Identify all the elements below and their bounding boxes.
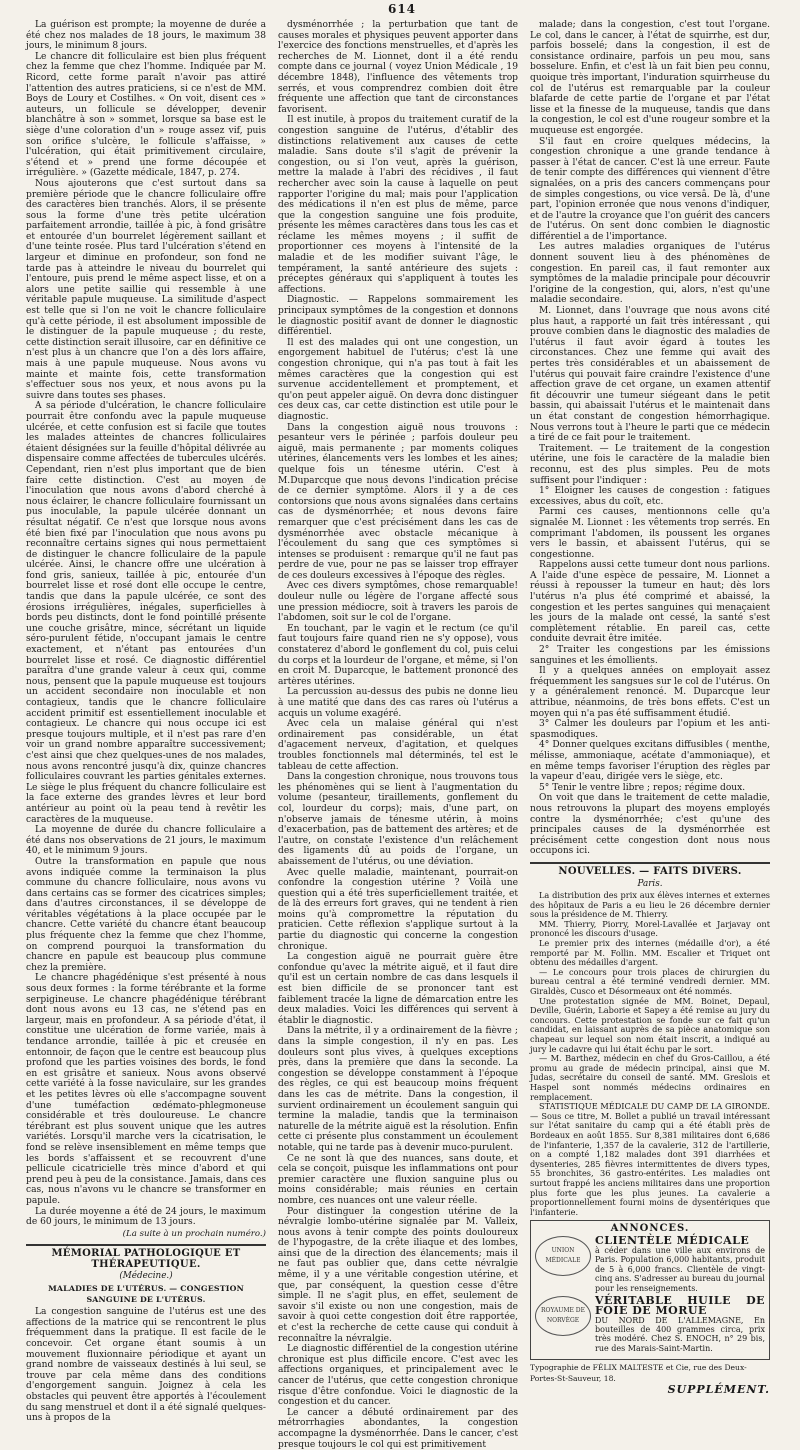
page-number: 614 — [387, 2, 417, 16]
paragraph: 4° Donner quelques excitans diffusibles ( menthe, mélisse, ammoniaque, acétate d'ammoniaque), et en même temps favoriser l'éruption des règles par la vapeur d'eau, dirigée vers le siège, etc. — [530, 740, 770, 783]
paragraph: 3° Calmer les douleurs par l'opium et les anti-spasmodiques. — [530, 719, 770, 740]
column-2 — [278, 20, 518, 1450]
paragraph: La moyenne de durée du chancre folliculaire a été dans nos observations de 21 jours, le maximum 40, et le minimum 9 jours. — [26, 825, 266, 857]
paragraph: Dans la métrite, il y a ordinairement de la fièvre ; dans la simple congestion, il n'y en pas. Les douleurs sont plus vives, à quelques exceptions près, dans la première que dans la seconde. La congestion se développe constamment à l'époque des règles, ce qui est beaucoup moins fréquent dans les cas de métrite. Dans la congestion, il survient ordinairement un écoulement sanguin qui termine la maladie, tandis que la terminaison naturelle de la métrite aiguë est la résolution. Enfin cette ci présente plus constamment un écoulement notable, qui ne tarde pas à devenir muco-purulent. — [278, 1026, 518, 1153]
news-paragraph: Une protestation signée de MM. Boinet, Depaul, Deville, Guérin, Laborie et Sapey a été remise au jury du concours. Cette protestation se fonde sur ce fait qu'un candidat, en laissant auprès de sa pièce anatomique son chapeau sur lequel son nom était inscrit, a indiqué au jury le cadavre qui lui était échu par le sort. — [530, 995, 770, 1054]
paragraph: malade; dans la congestion, c'est tout l'organe. Le col, dans le cancer, à l'état de squirrhe, est dur, parfois bosselé; dans la congestion, il est de consistance ordinaire, parfois un peu mou, sans bosselure. Enfin, et c'est là un fait bien peu connu, quoique très important, l'induration squirrheuse du col de l'utérus est remarquable par la couleur blafarde de cette partie de l'organe et par l'état lisse et la finesse de la muqueuse, tandis que dans la congestion, le col est d'une rougeur sombre et la muqueuse est engorgée. — [530, 20, 770, 136]
paragraph: Dans la congestion chronique, nous trouvons tous les phénomènes qui se lient à l'augmentation du volume (pesanteur, tiraillements, gonflement du col, lourdeur du corps); mais, d'une part, on n'observe jamais de ténesme utérin, à moins d'exacerbation, pas de battement des artères; et de l'autre, on constate l'existence d'un relâchement des ligaments dû au poids de l'organe, un abaissement de l'utérus, ou une déviation. — [278, 772, 518, 867]
paragraph: dysménorrhée ; la perturbation que tant de causes morales et physiques peuvent apporter dans l'exercice des fonctions menstruelles, et d'après les recherches de M. Lionnet, dont il a été rendu compte dans ce journal ( voyez Union Médicale , 19 décembre 1848), l'influence des vêtements trop serrés, et vous comprendrez combien doit être fréquente une affection que tant de circonstances favorisent. — [278, 20, 518, 115]
paragraph: Avec ces divers symptômes, chose remarquable! douleur nulle ou légère de l'organe affecté sous une pression médiocre, soit à travers les parois de l'abdomen, soit sur le col de l'organe. — [278, 581, 518, 624]
news-paragraph: MM. Thierry, Piorry, Morel-Lavallée et Jarjavay ont prononcé les discours d'usage. — [530, 918, 770, 939]
paragraph: Ce ne sont là que des nuances, sans doute, et cela se conçoit, puisque les inflammations ont pour premier caractère une fluxion sanguine plus ou moins considérable; mais réunies en certain nombre, ces nuances ont une valeur réelle. — [278, 1153, 518, 1206]
news-paragraph: STATISTIQUE MÉDICALE DU CAMP DE LA GIRONDE.— Sous ce titre, M. Bollet a publié un travail intéressant sur l'état sanitaire du camp qui a été établi près de Bordeaux en août 1855. Sur 8,381 militaires dont 6,686 de l'infanterie, 1,357 de la cavalerie, 312 de l'artillerie, on a compté 1,182 malades dont 391 diarrhées et dysenteries, 285 fièvres intermittentes de divers types, 55 bronchites, 36 gastro-entérites. Les maladies ont surtout frappé les anciens militaires dans une proportion plus forte que les plus jeunes. La cavalerie a proportionnellement fourni moins de dysentériques que l'infanterie. — [530, 1101, 770, 1217]
paragraph: S'il faut en croire quelques médecins, la congestion chronique a une grande tendance à passer à l'état de cancer. C'est là une erreur. Faute de tenir compte des différences qui viennent d'être signalées, on a pris des cancers commençans pour de simples congestions, ou vice versâ. De là, d'une part, l'opinion erronée que nous venons d'indiquer, et de l'autre la croyance que l'on guérit des cancers de l'utérus. On sent donc combien le diagnostic différentiel a de l'importance. — [530, 136, 770, 242]
paragraph: On voit que dans le traitement de cette maladie, nous retrouvons la plupart des moyens employés contre la dysménorrhée; c'est qu'une des principales causes de la dysménorrhée est précisément cette congestion dont nous nous occupons ici. — [530, 793, 770, 857]
ad-clientele — [535, 1236, 765, 1293]
paragraph: En touchant, par le vagin et le rectum (ce qu'il faut toujours faire quand rien ne s'y oppose), vous constaterez d'abord le gonflement du col, puis celui du corps et la lourdeur de l'organe, et même, si l'on en croit M. Duparcque, le battement prononcé des artères utérines. — [278, 623, 518, 687]
paragraph: La percussion au-dessus des pubis ne donne lieu à une matité que dans des cas rares où l'utérus a acquis un volume exagéré. — [278, 687, 518, 719]
continued-note: (La suite à un prochain numéro.) — [122, 1228, 266, 1239]
paragraph: 5° Tenir le ventre libre ; repos; régime doux. — [539, 782, 746, 793]
newspaper-page — [26, 0, 778, 1450]
paragraph: Il est des malades qui ont une congestion, un engorgement habituel de l'utérus; c'est là une congestion chronique, qui n'a pas tout à fait les mêmes caractères que la congestion qui est survenue accidentellement et promptement, et qu'on peut appeler aiguë. On devra donc distinguer ces deux cas, car cette distinction est utile pour le diagnostic. — [278, 337, 518, 422]
paragraph: Les autres maladies organiques de l'utérus donnent souvent lieu à des phénomènes de congestion. En pareil cas, il faut remonter aux symptômes de la maladie principale pour découvrir l'origine de la congestion, qui, alors, n'est qu'une maladie secondaire. — [530, 242, 770, 306]
paragraph: La congestion sanguine de l'utérus est une des affections de la matrice qui se rencontrent le plus fréquemment dans la pratique. Il est facile de le concevoir. Cet organe étant soumis à un mouvement fluxionnaire périodique et ayant un grand nombre de vaisseaux destinés à lui seul, se trouve par cela même dans des conditions d'engorgement sanguin. Joignez à cela les obstacles qui peuvent être apportés à l'écoulement du sang menstruel et dont il a été signalé quelques-uns à propos de la — [26, 1307, 266, 1424]
printer-line: Typographie de FÉLIX MALTESTE et Cie, rue des Deux-Portes-St-Sauveur, 18. — [530, 1363, 747, 1383]
paragraph: Traitement. — Le traitement de la congestion utérine, une fois le caractère de la maladie bien reconnu, est des plus simples. Peu de mots suffisent pour l'indiquer : — [530, 443, 770, 486]
paragraph: La guérison est prompte; la moyenne de durée a été chez nos malades de 18 jours, le maximum 38 jours, le minimum 8 jours. — [26, 20, 266, 52]
paragraph: Rappelons aussi cette tumeur dont nous parlions. A l'aide d'une espèce de pessaire, M. Lionnet a réussi à repousser la tumeur en haut; dès lors l'utérus n'a plus été comprimé et abaissé, la congestion et les pertes sanguines qui menaçaient les jours de la malade ont cessé, la santé s'est complètement rétablie. En pareil cas, cette conduite devrait être imitée. — [530, 560, 770, 645]
section-title: MÉMORIAL PATHOLOGIQUE ET THÉRAPEUTIQUE. — [51, 1248, 241, 1270]
news-title: NOUVELLES. — FAITS DIVERS. — [558, 865, 742, 877]
section-divider — [26, 1244, 266, 1246]
ads-box — [530, 1220, 770, 1360]
ad-huile-text: DU NORD DE L'ALLEMAGNE, En bouteilles de 400 grammes circa, prix très modéré. Chez S. ENOCH, n° 29 bis, rue des Marais-Saint-Martin. — [595, 1315, 765, 1353]
ad-huile — [535, 1293, 765, 1353]
article-subhead: MALADIES DE L'UTÉRUS. — CONGESTION SANGUINE DE L'UTÉRUS. — [48, 1284, 244, 1304]
paragraph: 1° Eloigner les causes de congestion : fatigues excessives, abus du coït, etc. — [530, 486, 770, 507]
paragraph: Parmi ces causes, mentionnons celle qu'a signalée M. Lionnet : les vêtements trop serrés. En comprimant l'abdomen, ils poussent les organes vers le bassin, et abaissent l'utérus, qui se congestionne. — [530, 507, 770, 560]
paragraph: Il est inutile, à propos du traitement curatif de la congestion sanguine de l'utérus, d'établir des distinctions relativement aux causes de cette maladie. Sans doute s'il s'agit de prévenir la congestion, ou si l'on veut, après la guérison, mettre la malade à l'abri des récidives , il faut rechercher avec soin la cause à laquelle on peut rapporter l'origine du mal; mais pour l'application des médications il n'en est plus de même, parce que la congestion sanguine une fois produite, présente les mêmes caractères dans tous les cas et réclame les mêmes moyens ; il suffit de proportionner ces moyens à l'intensité de la maladie et de les modifier suivant l'âge, le tempérament, la santé antérieure des sujets : préceptes généraux qui s'appliquent à toutes les affections. — [278, 115, 518, 295]
section-subtitle: (Médecine.) — [119, 1271, 173, 1282]
paragraph: Le chancre phagédénique s'est présenté à nous sous deux formes : la forme térébrante et la forme serpigineuse. Le chancre phagédénique térébrant dont nous avons eu 13 cas, ne s'étend pas en largeur, mais en profondeur. A sa période d'état, il constitue une ulcération de forme variée, mais à tendance arrondie, taillée à pic et creusée en entonnoir, de façon que le centre est beaucoup plus profond que les parties voisines des bords, le fond en est grisâtre et sanieux. Nous avons observé cette variété à la fosse naviculaire, sur les grandes et les petites lèvres où elle s'accompagne souvent d'une tuméfaction œdémato-phlegmoneuse considérable et très douloureuse. Le chancre térébrant est plus souvent unique que les autres variétés. Lorsqu'il marche vers la cicatrisation, le fond se relève insensiblement en même temps que les bords s'affaissent et se recouvrent d'une pellicule cicatricielle très mince d'abord et qui prend peu à peu de la consistance. Jamais, dans ces cas, nous n'avons vu le chancre se transformer en papule. — [26, 973, 266, 1206]
paragraph: Pour distinguer la congestion utérine de la névralgie lombo-utérine signalée par M. Valleix, nous avons à tenir compte des points douloureux de l'hypogastre, de la crête iliaque et des lombes, ainsi que de la direction des élancements; mais il ne faut pas oublier que, dans cette névralgie même, il y a une véritable congestion utérine, et que, par conséquent, la question cesse d'être simple. Il ne s'agit plus, en effet, seulement de savoir s'il existe ou non une congestion, mais de savoir à quoi cette congestion doit être rapportée, et c'est la recherche de cette cause qui conduit à reconnaître la névralgie. — [278, 1206, 518, 1344]
paragraph: Avec cela un malaise général qui n'est ordinairement pas considérable, un état d'agacement nerveux, d'agitation, et quelques troubles fonctionnels mal déterminés, tel est le tableau de cette affection. — [278, 719, 518, 772]
supplement-label: SUPPLÉMENT. — [667, 1383, 770, 1397]
stamp-icon: ROYAUME DE NORVÈGE — [535, 1296, 591, 1336]
news-divider — [530, 862, 770, 864]
paragraph: La congestion aiguë ne pourrait guère être confondue qu'avec la métrite aiguë, et il faut dire qu'il est un certain nombre de cas dans lesquels il est bien difficile de se prononcer tant est faiblement tracée la ligne de démarcation entre les deux maladies. Voici les différences qui servent à établir le diagnostic. — [278, 952, 518, 1026]
paragraph: Nous ajouterons que c'est surtout dans sa première période que le chancre folliculaire offre des caractères bien tranchés. Alors, il se présente sous la forme d'une très petite ulcération parfaitement arrondie, taillée à pic, à fond grisâtre et entourée d'un bourrelet légèrement saillant et d'une teinte rosée. Plus tard l'ulcération s'étend en largeur et diminue en profondeur, son fond ne tarde pas à atteindre le niveau du bourrelet qui l'entoure, puis prend le même aspect lisse, et on a alors une petite saillie qui ressemble à une véritable papule muqueuse. La similitude d'aspect est telle que si l'on ne voit le chancre folliculaire qu'à cette période, il est absolument impossible de le distinguer de la papule muqueuse ; du reste, cette distinction serait illusoire, car en définitive ce n'est plus à un chancre que l'on a dès lors affaire, mais à une papule muqueuse. Nous avons vu mainte et mainte fois, cette transformation s'effectuer sous nos yeux, et nous avons pu la suivre dans toutes ses phases. — [26, 178, 266, 401]
paragraph: M. Lionnet, dans l'ouvrage que nous avons cité plus haut, a rapporté un fait très intéressant , qui prouve combien dans le diagnostic des maladies de l'utérus il faut avoir égard à toutes les circonstances. Chez une femme qui avait des pertes très considérables et un abaissement de l'utérus qui pouvait faire craindre l'existence d'une affection grave de cet organe, un examen attentif fit découvrir une tumeur siégeant dans le petit bassin, qui abaissait l'utérus et le maintenait dans un état constant de congestion hémorrhagique. Nous verrons tout à l'heure le parti que ce médecin a tiré de ce fait pour le traitement. — [530, 306, 770, 444]
paragraph: Outre la transformation en papule que nous avons indiquée comme la terminaison la plus commune du chancre folliculaire, nous avons vu dans certains cas se former des cicatrices simples; dans d'autres circonstances, il se développe de véritables végétations à la place occupée par le chancre. Cette variété du chancre étant beaucoup plus fréquente chez la femme que chez l'homme, on comprend pourquoi la transformation du chancre en papule est beaucoup plus commune chez la première. — [26, 856, 266, 973]
stamp-icon: UNION MÉDICALE — [535, 1236, 591, 1276]
paragraph: A sa période d'ulcération, le chancre folliculaire pourrait être confondu avec la papule muqueuse ulcérée, et cette confusion est si facile que toutes les malades atteintes de chancres folliculaires étaient désignées sur la feuille d'hôpital délivrée au dispensaire comme affectées de tubercules ulcérés. Cependant, rien n'est plus important que de bien faire cette distinction. C'est au moyen de l'inoculation que nous avons d'abord cherché à nous éclairer, le chancre folliculaire fournissant un pus inoculable, la papule ulcérée donnant un résultat négatif. Ce n'est que lorsque nous avons été bien fixé par l'inoculation que nous avons pu reconnaître certains signes qui nous permettaient de distinguer le chancre folliculaire de la papule ulcérée. Ainsi, le chancre offre une ulcération à fond gris, sanieux, taillée à pic, entourée d'un bourrelet lisse et rosé dont elle occupe le centre, tandis que dans la papule ulcérée, ce sont des érosions irrégulières, inégales, superficielles à bords peu distincts, dont le fond pointillé présente une couche grisâtre, mince, sécrétant un liquide séro-purulent fétide, n'occupant jamais le centre exactement, et n'étant pas entourées d'un bourrelet lisse et rosé. Ce diagnostic différentiel paraîtra d'une grande valeur à ceux qui, comme nous, pensent que la papule muqueuse est toujours un accident secondaire non inoculable et non contagieux, tandis que le chancre folliculaire accident primitif est essentiellement inoculable et contagieux. Le chancre qui nous occupe ici est presque toujours multiple, et il n'est pas rare d'en voir un grand nombre apparaître successivement; c'est ainsi que chez quelques-unes de nos malades, nous avons rencontré jusqu'à dix, quinze chancres folliculaires couvrant les parties génitales externes. Le siège le plus fréquent du chancre folliculaire est la face externe des grandes lèvres et leur bord antérieur au point où la peau tend à revêtir les caractères de la muqueuse. — [26, 401, 266, 825]
ad-clientele-text: à céder dans une ville aux environs de Paris. Population 6,000 habitants, produit de 5 à 6,000 francs. Clientèle de vingt-cinq ans. S'adresser au bureau du journal pour les renseignements. — [595, 1245, 765, 1293]
paragraph: Le diagnostic différentiel de la congestion utérine chronique est plus difficile encore. C'est avec les affections organiques, et principalement avec le cancer de l'utérus, que cette congestion chronique risque d'être confondue. Voici le diagnostic de la congestion et du cancer. — [278, 1344, 518, 1408]
paragraph: Il y a quelques années on employait assez fréquemment les sangsues sur le col de l'utérus. On y a généralement renoncé. M. Duparcque leur attribue, néanmoins, de très bons effets. C'est un moyen qui n'a pas été suffisamment étudié. — [530, 666, 770, 719]
paragraph: Avec quelle maladie, maintenant, pourrait-on confondre la congestion utérine ? Voilà une question qui a été très superficiellement traitée, et de là des erreurs fort graves, qui ne tendent à rien moins qu'à compromettre la réputation du praticien. Cette réflexion s'applique surtout à la partie du diagnostic qui concerne la congestion chronique. — [278, 867, 518, 952]
column-1 — [26, 20, 266, 1424]
news-paragraph: La distribution des prix aux élèves internes et externes des hôpitaux de Paris a eu lieu le 26 décembre dernier sous la présidence de M. Thierry. — [530, 890, 770, 920]
news-paragraph: Le premier prix des internes (médaille d'or), a été remporté par M. Follin. MM. Escalier et Triquet ont obtenu des médailles d'argent. — [530, 938, 770, 968]
ads-title: ANNONCES. — [610, 1223, 690, 1235]
news-paragraph: — M. Barthez, médecin en chef du Gros-Caillou, a été promu au grade de médecin principal, ainsi que M. Judas, secrétaire du conseil de santé. MM. Greslois et Haspel sont nommés médecins ordinaires en remplacement. — [530, 1053, 770, 1102]
paragraph: Le cancer a débuté ordinairement par des métrorrhagies abondantes, la congestion accompagne la dysménorrhée. Dans le cancer, c'est presque toujours le col qui est primitivement — [278, 1407, 518, 1450]
paragraph: Diagnostic. — Rappelons sommairement les principaux symptômes de la congestion et donnons le diagnostic positif avant de donner le diagnostic différentiel. — [278, 295, 518, 338]
news-paragraph: — Le concours pour trois places de chirurgien du bureau central a été terminé vendredi dernier. MM. Giraldès, Cusco et Désormeaux ont été nommés. — [530, 966, 770, 997]
column-3 — [530, 20, 770, 1397]
news-subtitle: Paris. — [637, 878, 663, 889]
paragraph: La durée moyenne a été de 24 jours, le maximum de 60 jours, le minimum de 13 jours. — [26, 1206, 266, 1228]
paragraph: 2° Traiter les congestions par les émissions sanguines et les émollients. — [530, 645, 770, 666]
paragraph: Le chancre dit folliculaire est bien plus fréquent chez la femme que chez l'homme. Indiquée par M. Ricord, cette forme paraît n'avoir pas attiré l'attention des autres praticiens, si ce n'est de MM. Boys de Loury et Costilhes. « On voit, disent ces » auteurs, un follicule se développer, devenir blanchâtre à son » sommet, lorsque sa base est le siège d'une coloration d'un » rouge assez vif, puis son orifice s'ulcère, le follicule s'affaisse, » l'ulcération, qui était primitivement circulaire, s'étend et » prend une forme découpée et irrégulière. » (Gazette médicale, 1847, p. 274. — [26, 51, 266, 179]
paragraph: Dans la congestion aiguë nous trouvons : pesanteur vers le périnée ; parfois douleur peu aiguë, mais permanente ; par moments coliques utérines, élancements vers les lombes et les aines; quelque fois un ténesme utérin. C'est à M.Duparcque que nous devons l'indication précise de ce dernier symptôme. Alors il y a de ces contorsions que nous avons signalées dans certains cas de dysménorrhée; et nous devons faire remarquer que c'est précisément dans les cas de dysménorrhée avec obstacle mécanique à l'écoulement du sang que ces symptômes si intenses se produisent : remarque qu'il ne faut pas perdre de vue, pour ne pas se laisser trop effrayer de ces douleurs excessives à l'époque des règles. — [278, 422, 518, 581]
ad-clientele-head: CLIENTÈLE MÉDICALE — [595, 1234, 750, 1248]
ad-huile-head: VÉRITABLE HUILE DE FOIE DE MORUE — [595, 1293, 765, 1317]
